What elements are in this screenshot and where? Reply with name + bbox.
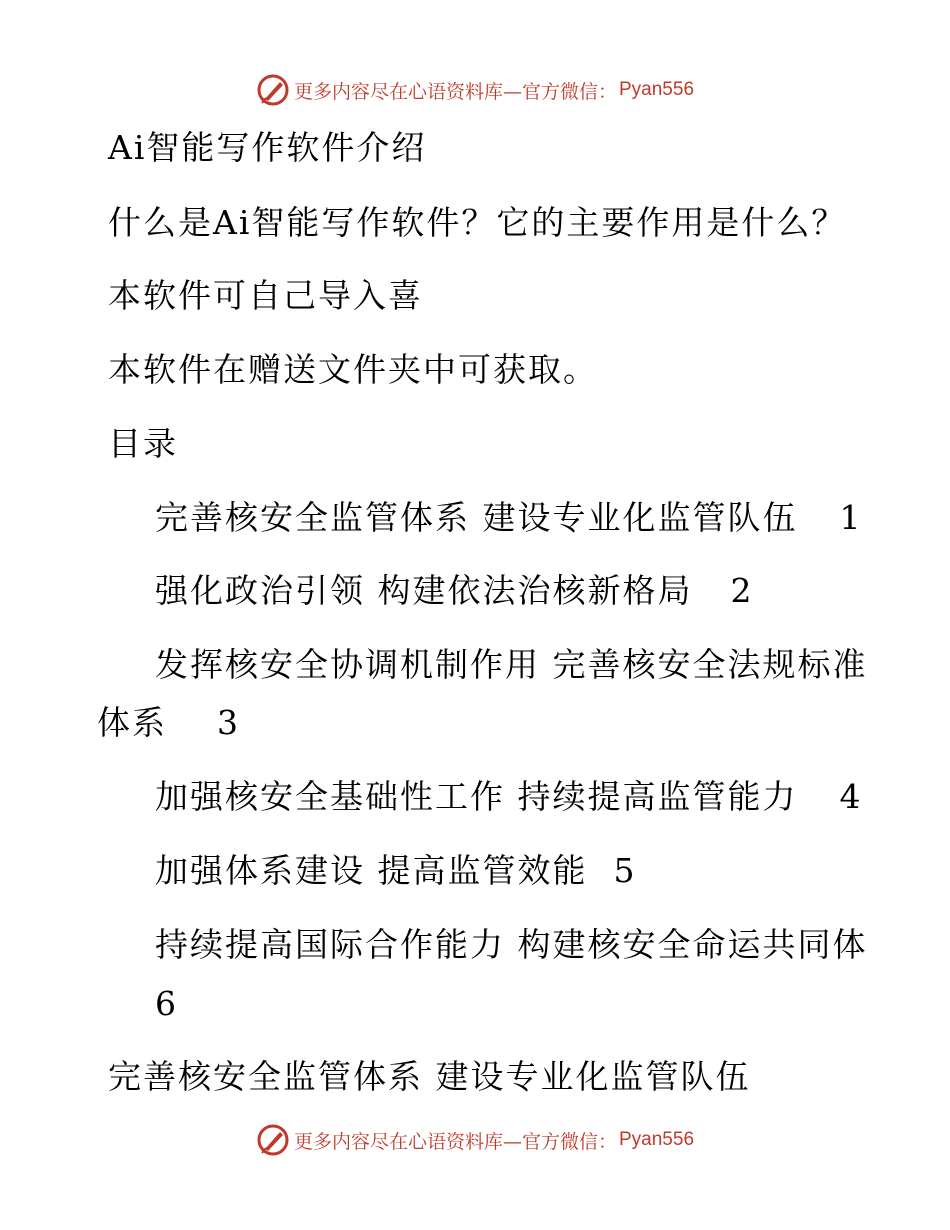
toc-entry-page: 2 (730, 571, 754, 610)
intro-question: 什么是Ai智能写作软件？它的主要作用是什么？ (108, 203, 847, 242)
intro-line-import: 本软件可自己导入喜 (108, 276, 423, 315)
toc-entry[interactable] (155, 645, 868, 685)
toc-entry-page: 6 (155, 984, 178, 1023)
toc-entry-title: 加强体系建设 提高监管效能 (155, 851, 588, 890)
watermark-text: 更多内容尽在心语资料库—官方微信： (293, 1130, 617, 1153)
watermark-banner-top (0, 70, 950, 110)
toc-entry-page: 4 (839, 777, 863, 816)
watermark-wechat-id: Pyan556 (619, 79, 695, 100)
quill-logo-icon (256, 1123, 290, 1157)
toc-entry[interactable] (155, 571, 754, 611)
watermark-banner-bottom (0, 1120, 950, 1160)
toc-entry-title: 体系 (97, 703, 167, 742)
toc-entry-title: 持续提高国际合作能力 构建核安全命运共同体 (155, 925, 868, 964)
watermark-text: 更多内容尽在心语资料库—官方微信： (293, 80, 617, 103)
watermark-wechat-id: Pyan556 (619, 1129, 695, 1150)
section-heading: 完善核安全监管体系 建设专业化监管队伍 (108, 1057, 751, 1096)
toc-heading: 目录 (108, 424, 178, 463)
toc-entry[interactable] (155, 777, 863, 817)
toc-entry[interactable] (155, 498, 863, 538)
toc-entry[interactable] (155, 925, 868, 965)
toc-entry-page: 1 (839, 498, 863, 537)
intro-line-download: 本软件在赠送文件夹中可获取。 (108, 350, 598, 389)
toc-entry-page: 5 (613, 851, 637, 890)
quill-logo-icon (256, 73, 290, 107)
toc-entry-continuation[interactable] (97, 703, 240, 743)
document-title: Ai智能写作软件介绍 (108, 128, 427, 167)
toc-entry-title: 强化政治引领 构建依法治核新格局 (155, 571, 693, 610)
toc-entry-title: 完善核安全监管体系 建设专业化监管队伍 (155, 498, 798, 537)
toc-entry-continuation[interactable] (155, 984, 178, 1024)
toc-entry-title: 发挥核安全协调机制作用 完善核安全法规标准 (155, 645, 868, 684)
toc-entry-title: 加强核安全基础性工作 持续提高监管能力 (155, 777, 798, 816)
toc-entry[interactable] (155, 851, 637, 891)
toc-entry-page: 3 (217, 703, 240, 742)
